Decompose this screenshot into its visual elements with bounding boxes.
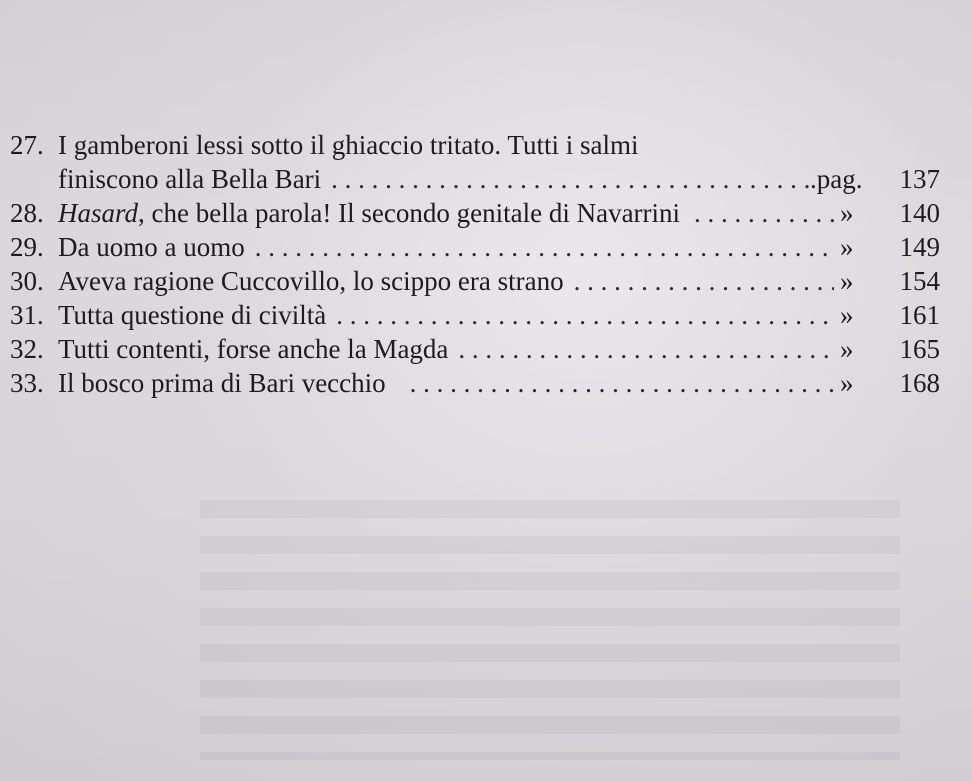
toc-entry-30 bbox=[10, 264, 940, 298]
leader-dots bbox=[410, 366, 834, 400]
page-marker: » bbox=[840, 232, 854, 262]
toc-entry-31 bbox=[10, 298, 940, 332]
entry-title: Il bosco prima di Bari vecchio bbox=[58, 368, 386, 398]
page-marker: .pag. bbox=[810, 164, 863, 194]
page-number: 137 bbox=[899, 164, 940, 194]
entry-title: Tutta questione di civiltà bbox=[58, 300, 327, 330]
entry-title-line2: finiscono alla Bella Bari bbox=[58, 164, 322, 194]
page-number: 165 bbox=[899, 334, 940, 364]
entry-number: 28. bbox=[10, 198, 44, 228]
page-marker: » bbox=[840, 334, 854, 364]
toc-entry-33 bbox=[10, 366, 940, 400]
toc-entry-27-line2 bbox=[10, 162, 940, 196]
entry-title: Da uomo a uomo bbox=[58, 232, 245, 262]
entry-title bbox=[58, 196, 680, 230]
entry-number: 30. bbox=[10, 266, 44, 296]
leader-dots bbox=[331, 162, 810, 196]
entry-title-italic: Hasard bbox=[58, 198, 139, 228]
table-of-contents bbox=[10, 128, 940, 400]
leader-dots bbox=[458, 332, 834, 366]
entry-number: 33. bbox=[10, 368, 44, 398]
entry-title-rest: , che bella parola! Il secondo genitale di Navarrini bbox=[138, 198, 681, 228]
page-number: 149 bbox=[899, 232, 940, 262]
entry-number: 31. bbox=[10, 300, 44, 330]
page-number: 154 bbox=[899, 266, 940, 296]
entry-number: 29. bbox=[10, 232, 44, 262]
entry-title: Tutti contenti, forse anche la Magda bbox=[58, 334, 449, 364]
entry-number: 32. bbox=[10, 334, 44, 364]
entry-number: 27. bbox=[10, 130, 44, 160]
page-number: 161 bbox=[899, 300, 940, 330]
page-marker: » bbox=[840, 198, 854, 228]
toc-entry-29 bbox=[10, 230, 940, 264]
page-marker: » bbox=[840, 368, 854, 398]
toc-entry-27-line1 bbox=[10, 128, 940, 162]
page-marker: » bbox=[840, 300, 854, 330]
bleed-through-shadow bbox=[200, 500, 900, 760]
leader-dots bbox=[255, 230, 834, 264]
page-number: 168 bbox=[899, 368, 940, 398]
page-number: 140 bbox=[899, 198, 940, 228]
leader-dots bbox=[694, 196, 834, 230]
leader-dots bbox=[574, 264, 834, 298]
leader-dots bbox=[336, 298, 834, 332]
entry-title-line1: I gamberoni lessi sotto il ghiaccio tritato. Tutti i salmi bbox=[58, 130, 639, 160]
page-marker: » bbox=[840, 266, 854, 296]
entry-title: Aveva ragione Cuccovillo, lo scippo era strano bbox=[58, 266, 564, 296]
toc-entry-28 bbox=[10, 196, 940, 230]
toc-entry-32 bbox=[10, 332, 940, 366]
